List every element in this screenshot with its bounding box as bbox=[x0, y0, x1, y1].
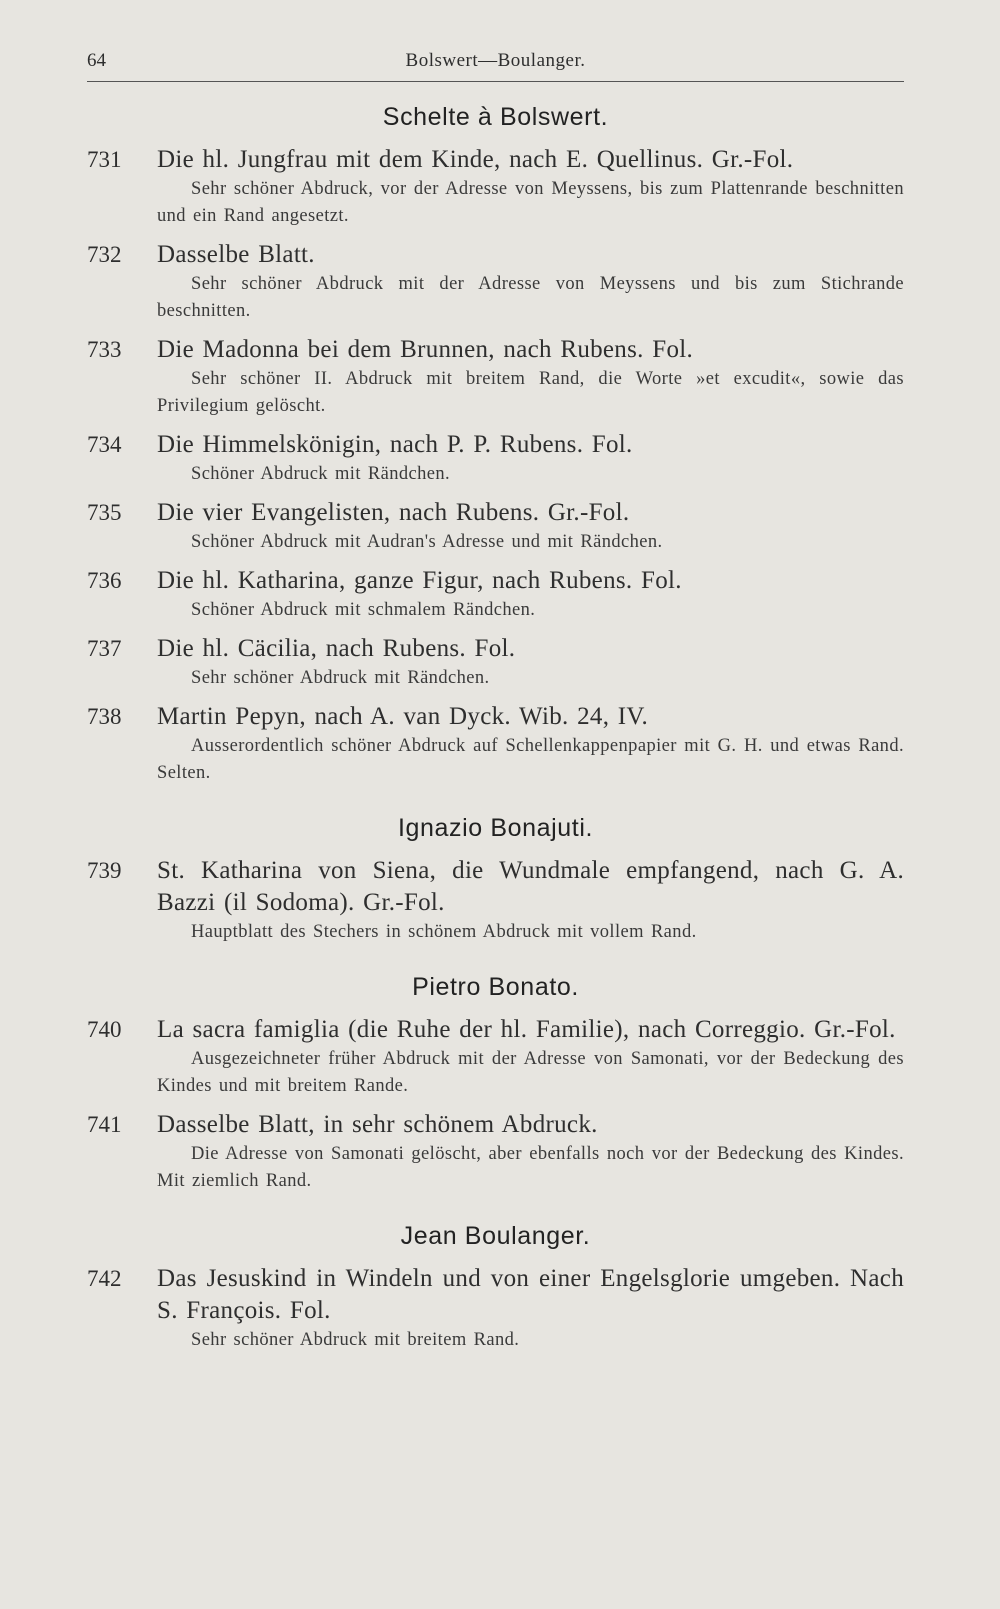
catalog-entry bbox=[87, 429, 904, 488]
artist-section bbox=[87, 1221, 904, 1354]
catalog-entry bbox=[87, 1109, 904, 1195]
artist-heading: Schelte à Bolswert. bbox=[382, 103, 609, 131]
artist-section bbox=[87, 102, 904, 787]
catalog-content bbox=[87, 102, 904, 1363]
entry-title: Die hl. Cäcilia, nach Rubens. Fol. bbox=[157, 635, 516, 662]
catalog-entry bbox=[87, 497, 904, 556]
running-header bbox=[87, 50, 904, 78]
header-rule bbox=[87, 81, 904, 82]
catalog-entry bbox=[87, 633, 904, 692]
entry-title: Dasselbe Blatt. bbox=[157, 241, 315, 268]
entry-number: 733 bbox=[87, 337, 122, 362]
catalog-entry bbox=[87, 1263, 904, 1354]
entry-title: La sacra famiglia (die Ruhe der hl. Familie), nach Correggio. Gr.-Fol. bbox=[157, 1016, 896, 1043]
entry-note: Sehr schöner Abdruck mit der Adresse von Meyssens und bis zum Stichrande beschnitten. bbox=[157, 274, 904, 321]
artist-heading: Jean Boulanger. bbox=[400, 1222, 591, 1250]
entry-number: 735 bbox=[87, 500, 122, 525]
entry-number: 736 bbox=[87, 568, 122, 593]
entry-title: Martin Pepyn, nach A. van Dyck. Wib. 24, IV. bbox=[157, 703, 649, 730]
entry-title: Die hl. Katharina, ganze Figur, nach Rubens. Fol. bbox=[157, 567, 682, 594]
entry-note: Schöner Abdruck mit schmalem Rändchen. bbox=[191, 600, 536, 620]
entry-note: Sehr schöner Abdruck mit breitem Rand. bbox=[191, 1330, 520, 1350]
entry-number: 741 bbox=[87, 1112, 122, 1137]
entry-number: 732 bbox=[87, 242, 122, 267]
catalog-entry bbox=[87, 144, 904, 230]
entry-title: Das Jesuskind in Windeln und von einer Engelsglorie umgeben. Nach S. François. Fol. bbox=[157, 1265, 904, 1324]
artist-heading: Ignazio Bonajuti. bbox=[397, 814, 594, 842]
entry-number: 739 bbox=[87, 858, 122, 883]
catalog-entry bbox=[87, 239, 904, 325]
entry-note: Sehr schöner Abdruck mit Rändchen. bbox=[191, 668, 490, 688]
entry-title: Die Himmelskönigin, nach P. P. Rubens. Fol. bbox=[157, 431, 633, 458]
entry-note: Schöner Abdruck mit Rändchen. bbox=[191, 464, 451, 484]
artist-heading: Pietro Bonato. bbox=[412, 973, 579, 1001]
catalog-entry bbox=[87, 334, 904, 420]
entry-note: Ausserordentlich schöner Abdruck auf Schellenkappenpapier mit G. H. und etwas Rand. Selten. bbox=[157, 736, 904, 783]
entry-number: 742 bbox=[87, 1266, 122, 1291]
entry-number: 740 bbox=[87, 1017, 122, 1042]
entry-number: 731 bbox=[87, 147, 122, 172]
catalog-entry bbox=[87, 1014, 904, 1100]
artist-section bbox=[87, 813, 904, 946]
entry-title: Die hl. Jungfrau mit dem Kinde, nach E. Quellinus. Gr.-Fol. bbox=[157, 146, 794, 173]
entry-note: Sehr schöner Abdruck, vor der Adresse von Meyssens, bis zum Plattenrande beschnitten und ein Rand angesetzt. bbox=[157, 179, 904, 226]
entry-title: Die vier Evangelisten, nach Rubens. Gr.-Fol. bbox=[157, 499, 630, 526]
running-title: Bolswert—Boulanger. bbox=[405, 50, 586, 71]
entry-number: 734 bbox=[87, 432, 122, 457]
entry-title: Dasselbe Blatt, in sehr schönem Abdruck. bbox=[157, 1111, 598, 1138]
entry-note: Ausgezeichneter früher Abdruck mit der Adresse von Samonati, vor der Bedeckung des Kindes und mit breitem Rande. bbox=[157, 1049, 904, 1096]
catalog-entry bbox=[87, 855, 904, 946]
entry-note: Sehr schöner II. Abdruck mit breitem Rand, die Worte »et excudit«, sowie das Privilegium gelöscht. bbox=[157, 369, 904, 416]
entry-title: St. Katharina von Siena, die Wundmale empfangend, nach G. A. Bazzi (il Sodoma). Gr.-Fol. bbox=[157, 857, 904, 916]
page-number: 64 bbox=[87, 50, 106, 71]
entry-note: Hauptblatt des Stechers in schönem Abdruck mit vollem Rand. bbox=[191, 922, 697, 942]
catalog-entry bbox=[87, 701, 904, 787]
entry-number: 738 bbox=[87, 704, 122, 729]
catalog-entry bbox=[87, 565, 904, 624]
entry-note: Die Adresse von Samonati gelöscht, aber ebenfalls noch vor der Bedeckung des Kindes. Mit ziemlich Rand. bbox=[157, 1144, 904, 1191]
entry-note: Schöner Abdruck mit Audran's Adresse und mit Rändchen. bbox=[191, 532, 663, 552]
artist-section bbox=[87, 972, 904, 1195]
entry-title: Die Madonna bei dem Brunnen, nach Rubens. Fol. bbox=[157, 336, 694, 363]
entry-number: 737 bbox=[87, 636, 122, 661]
